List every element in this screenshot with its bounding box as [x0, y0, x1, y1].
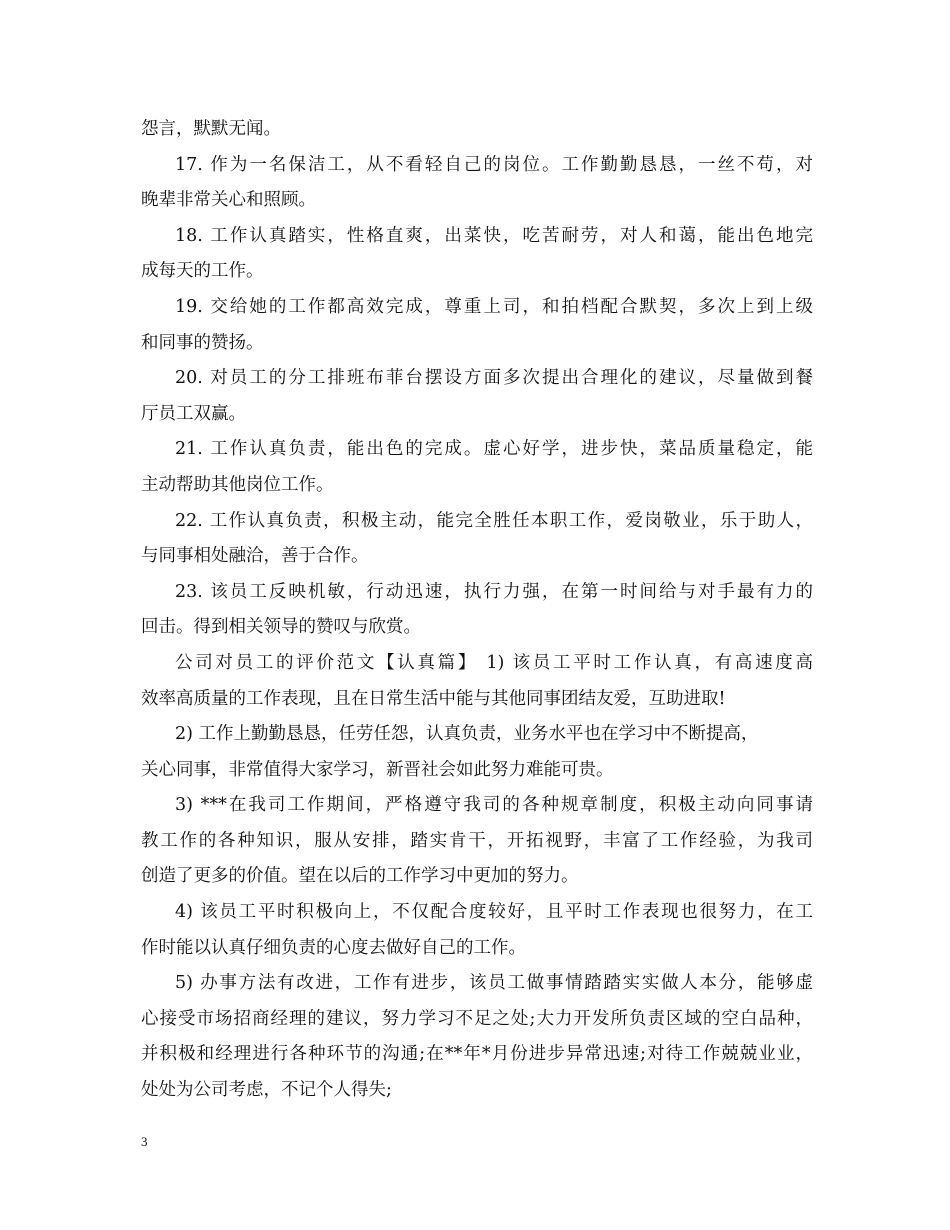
text-line: 效率高质量的工作表现，且在日常生活中能与其他同事团结友爱，互助进取!	[141, 688, 726, 709]
text-line: 21. 工作认真负责，能出色的完成。虚心好学，进步快，菜品质量稳定，能	[175, 439, 813, 460]
text-line: 并积极和经理进行各种环节的沟通;在**年*月份进步异常迅速;对待工作兢兢业业，	[141, 1044, 813, 1065]
text-line: 心接受市场招商经理的建议，努力学习不足之处;大力开发所负责区域的空白品种，	[141, 1008, 813, 1029]
text-line: 怨言，默默无闻。	[141, 119, 281, 139]
text-line: 22. 工作认真负责，积极主动，能完全胜任本职工作，爱岗敬业，乐于助人，	[175, 510, 813, 531]
text-line: 20. 对员工的分工排班布菲台摆设方面多次提出合理化的建议，尽量做到餐	[175, 368, 813, 389]
text-line: 公司对员工的评价范文【认真篇】 1) 该员工平时工作认真，有高速度高	[175, 652, 813, 673]
document-body	[141, 112, 813, 1109]
text-line: 与同事相处融洽，善于合作。	[141, 546, 369, 567]
text-line: 关心同事，非常值得大家学习，新晋社会如此努力难能可贵。	[141, 759, 614, 780]
text-line: 23. 该员工反映机敏，行动迅速，执行力强，在第一时间给与对手最有力的	[175, 581, 813, 602]
text-line: 晚辈非常关心和照顾。	[141, 190, 316, 211]
text-line: 17. 作为一名保洁工，从不看轻自己的岗位。工作勤勤恳恳，一丝不苟，对	[175, 154, 813, 175]
text-line: 处处为公司考虑，不记个人得失;	[141, 1080, 392, 1101]
text-line: 3) ***在我司工作期间，严格遵守我司的各种规章制度，积极主动向同事请	[175, 795, 813, 816]
text-line: 回击。得到相关领导的赞叹与欣赏。	[141, 617, 421, 638]
text-line: 成每天的工作。	[141, 261, 264, 282]
text-line: 4) 该员工平时积极向上，不仅配合度较好，且平时工作表现也很努力，在工	[175, 902, 813, 923]
text-line: 和同事的赞扬。	[141, 332, 264, 353]
text-line: 作时能以认真仔细负责的心度去做好自己的工作。	[141, 937, 526, 958]
text-line: 主动帮助其他岗位工作。	[141, 474, 334, 495]
text-line: 创造了更多的价值。望在以后的工作学习中更加的努力。	[141, 866, 579, 887]
text-line: 19. 交给她的工作都高效完成，尊重上司，和拍档配合默契，多次上到上级	[175, 296, 813, 317]
page-number: 3	[141, 1134, 148, 1149]
text-line: 18. 工作认真踏实，性格直爽，出菜快，吃苦耐劳，对人和蔼，能出色地完	[175, 225, 813, 246]
text-line: 厅员工双赢。	[141, 403, 246, 424]
text-line: 教工作的各种知识，服从安排，踏实肯干，开拓视野，丰富了工作经验，为我司	[141, 830, 813, 851]
text-line: 5) 办事方法有改进，工作有进步，该员工做事情踏踏实实做人本分，能够虚	[175, 973, 813, 994]
text-line: 2) 工作上勤勤恳恳，任劳任怨，认真负责，业务水平也在学习中不断提高，	[175, 724, 759, 745]
